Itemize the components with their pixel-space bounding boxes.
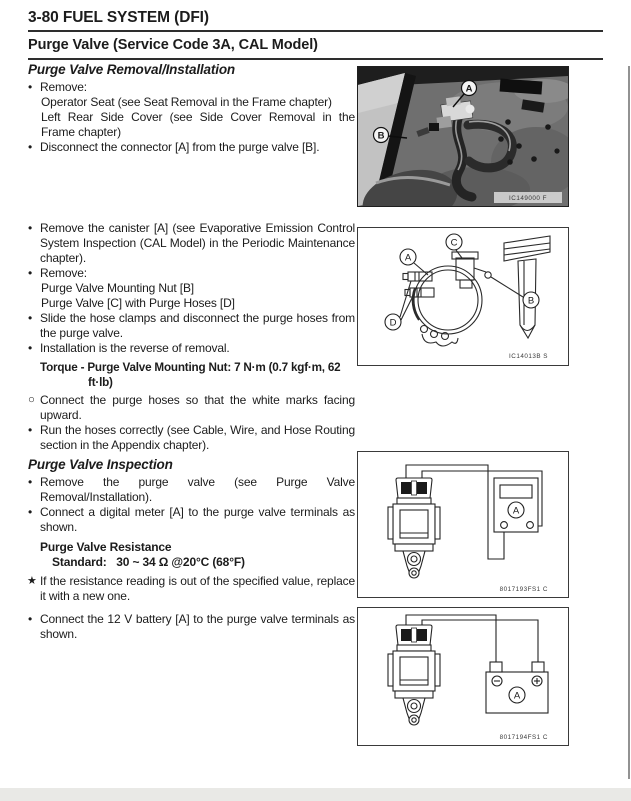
page-right-border [628,66,630,779]
figure-code: 8017193FS1 C [499,586,548,593]
callout-a [508,502,524,518]
callout-a [509,687,525,703]
line-text: Standard: 30 ~ 34 Ω @20°C (68°F) [52,555,245,569]
bullet-icon: • [28,612,33,626]
removal-text-block-1 [28,62,355,155]
manual-line-b [28,341,355,356]
manual-line-s [28,95,355,110]
manual-line-b [28,80,355,95]
bullet-icon: • [28,475,33,489]
meter-terminal-right [527,522,534,529]
purge-valve-drawing [388,625,440,725]
svg-text:B: B [527,295,535,307]
header-rule-top [28,30,603,32]
line-text: Torque - Purge Valve Mounting Nut: 7 N·m (0.7 kgf·m, 62 ft·lb) [40,361,341,389]
frame-bracket [504,236,550,338]
inspection-heading: Purge Valve Inspection [28,457,173,472]
line-text: Connect the purge hoses so that the white marks facing upward. [40,393,355,422]
line-text: Connect the 12 V battery [A] to the purge valve terminals as shown. [40,612,355,641]
meter-terminal-left [501,522,508,529]
bullet-icon: • [28,221,33,235]
manual-line-s [28,110,355,140]
manual-line-specline [28,555,355,570]
figure-code: IC149000 F [509,195,547,202]
bullet-icon: • [28,341,33,355]
section-title: Purge Valve (Service Code 3A, CAL Model) [28,37,318,53]
line-text: Connect a digital meter [A] to the purge valve terminals as shown. [40,505,355,534]
figure-battery-diagram [357,607,569,746]
manual-line-b [28,311,355,341]
bullet-icon: • [28,505,33,519]
purge-valve-drawing [388,478,440,578]
svg-text:A: A [512,505,520,517]
svg-text:A: A [465,83,473,95]
line-text: Run the hoses correctly (see Cable, Wire, and Hose Routing section in the Appendix chapter). [40,423,355,452]
page-title: 3-80 FUEL SYSTEM (DFI) [28,9,209,26]
figure-meter-diagram [357,451,569,598]
battery-post-negative [490,662,502,672]
callout-a [400,249,416,265]
page-bottom-scan-edge [0,788,631,801]
meter-display [500,485,532,498]
header-rule-bottom [28,58,603,60]
inspection-steps-2 [28,612,355,642]
manual-line-b [28,423,355,453]
svg-text:D: D [389,317,397,329]
callout-c [446,234,462,250]
bullet-icon: • [28,423,33,437]
figure-code-plate [494,192,562,203]
bullet-icon: • [28,140,33,154]
manual-line-b [28,612,355,642]
inspection-text-block-2 [28,612,355,642]
manual-line-torque [28,360,355,390]
manual-line-b [28,221,355,266]
line-text: Operator Seat (see Seat Removal in the Frame chapter) [41,95,332,109]
figure-photo-purge-valve-location [357,66,569,207]
line-text: Left Rear Side Cover (see Side Cover Removal in the Frame chapter) [41,110,355,139]
figure-code: 8017194FS1 C [499,734,548,741]
figure-canister-diagram [357,227,569,366]
removal-text-block-2 [28,221,355,453]
manual-line-b [28,140,355,155]
removal-heading: Purge Valve Removal/Installation [28,62,236,77]
manual-line-b [28,475,355,505]
mounting-nut [485,272,491,278]
line-text: Disconnect the connector [A] from the purge valve [B]. [40,140,320,154]
line-text: Purge Valve [C] with Purge Hoses [D] [41,296,235,310]
photo-illustration [358,67,568,206]
svg-text:B: B [377,130,385,142]
line-text: Purge Valve Resistance [40,540,172,554]
minus-terminal-icon [492,676,502,686]
manual-line-s [28,296,355,311]
svg-text:C: C [450,237,458,249]
manual-line-b [28,505,355,535]
meter-illustration [358,452,568,597]
callout-d [385,314,401,330]
svg-text:A: A [404,252,412,264]
purge-valve-diagram [452,252,491,288]
line-text: Slide the hose clamps and disconnect the purge hoses from the purge valve. [40,311,355,340]
inspection-text-block-1 [28,457,355,604]
line-text: Remove the purge valve (see Purge Valve Removal/Installation). [40,475,355,504]
manual-line-b [28,266,355,281]
battery-illustration [358,608,568,745]
plus-terminal-icon [532,676,542,686]
inspection-steps-1 [28,475,355,604]
line-text: Remove: [40,266,87,280]
bullet-icon: • [28,311,33,325]
line-text: Installation is the reverse of removal. [40,341,230,355]
line-text: Remove: [40,80,87,94]
bullet-icon: • [28,266,33,280]
manual-line-spec [28,540,355,555]
line-text: Remove the canister [A] (see Evaporative Emission Control System Inspection (CAL Model) in the Periodic Maintenance chapter). [40,221,355,265]
figure-code: IC14013B S [509,353,548,360]
line-text: Purge Valve Mounting Nut [B] [41,281,194,295]
circle-bullet-icon: ○ [28,394,35,406]
manual-line-star [28,574,355,604]
bullet-icon: • [28,80,33,94]
manual-line-s [28,281,355,296]
canister-illustration [358,228,568,365]
canister-body [413,266,482,346]
star-icon: ★ [27,575,37,587]
svg-text:A: A [513,690,521,702]
removal-steps-1 [28,80,355,155]
battery-post-positive [532,662,544,672]
callout-b [523,292,539,308]
removal-steps-2 [28,221,355,453]
manual-line-c [28,393,355,423]
line-text: If the resistance reading is out of the specified value, replace it with a new one. [40,574,355,603]
